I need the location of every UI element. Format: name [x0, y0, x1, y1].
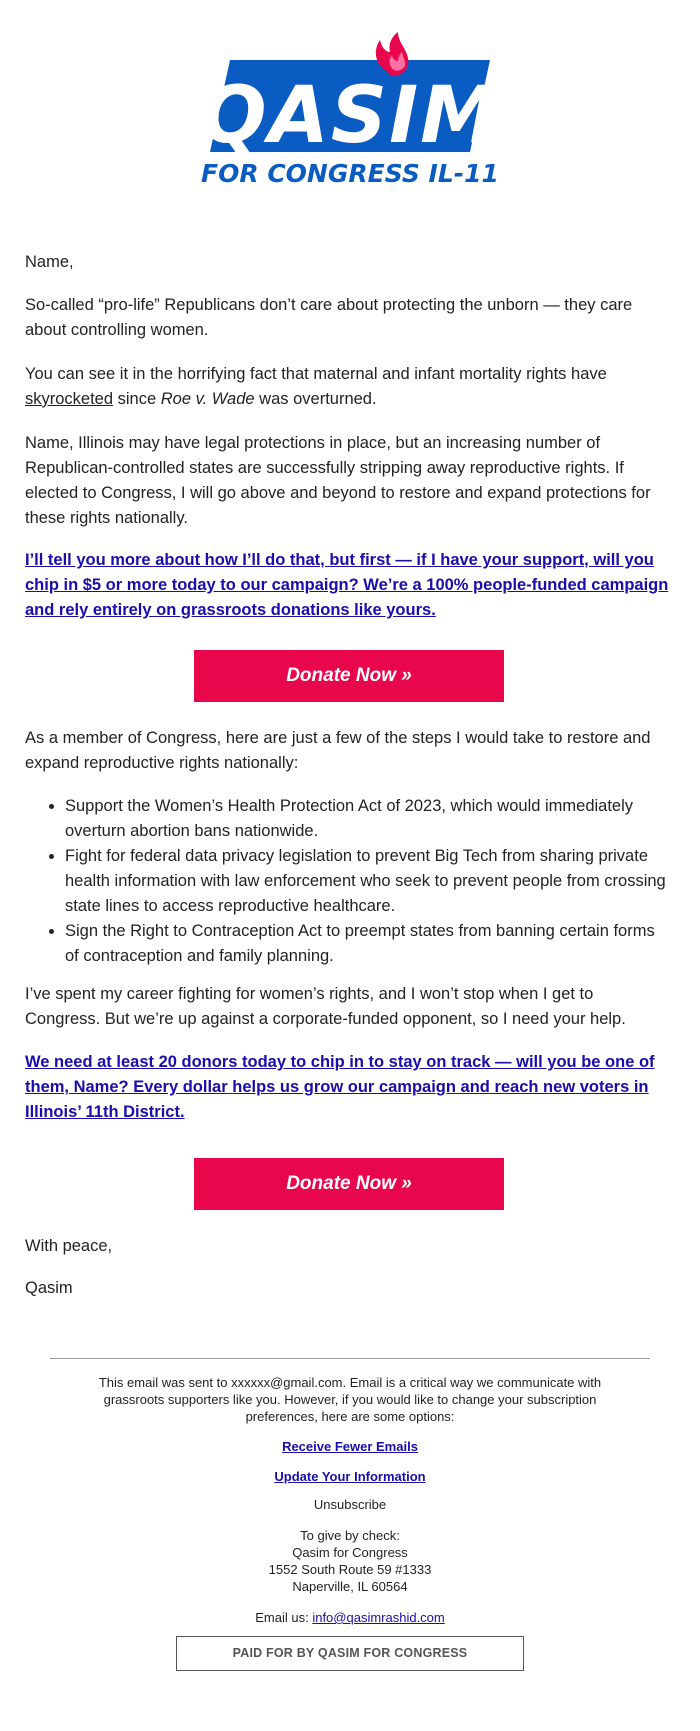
unsubscribe-link[interactable]: Unsubscribe — [313, 1497, 387, 1512]
cta-link-1[interactable]: I’ll tell you more about how I’ll do that, but first — if I have your support, will you chip in $5 or more today to our campaign? We’re a 100% people-funded campaign and rely entirely on grassroots donations like yours. — [25, 551, 669, 619]
donate-button-wrapper — [25, 1158, 673, 1210]
list-item: • Fight for federal data privacy legislation to prevent Big Tech from sharing private health information with law enforcement who seek to prevent people from crossing state lines to access reproductive healthcare. — [65, 844, 673, 919]
email-page — [0, 30, 700, 1731]
signoff: With peace, — [25, 1237, 113, 1255]
paragraph-text: You can see it in the horrifying fact that maternal and infant mortality rights have — [25, 365, 607, 383]
donate-button-wrapper — [25, 650, 673, 702]
paid-for-disclaimer: PAID FOR BY QASIM FOR CONGRESS — [176, 1636, 524, 1671]
footer-intro: This email was sent to xxxxxx@gmail.com. Email is a critical way we communicate with grassroots supporters like you. However, if you would like to change your subscription preferences, here are some options: — [98, 1375, 602, 1424]
campaign-logo — [200, 30, 500, 200]
skyrocketed-link[interactable]: skyrocketed — [25, 390, 114, 408]
paragraph-steps-intro: As a member of Congress, here are just a few of the steps I would take to restore and expand reproductive rights nationally: — [25, 729, 651, 772]
contact-email — [50, 1609, 650, 1626]
paragraph-mortality — [25, 362, 673, 412]
paragraph-pro-life: So-called “pro-life” Republicans don’t care about protecting the unborn — they care about controlling women. — [25, 296, 633, 339]
list-item: • Support the Women’s Health Protection Act of 2023, which would immediately overturn abortion bans nationwide. — [65, 794, 673, 844]
cta-link-2[interactable]: We need at least 20 donors today to chip in to stay on track — will you be one of them, Name? Every dollar helps us grow our campaign and reach new voters in Illinois’ 11th District. — [25, 1053, 655, 1121]
contact-email-link[interactable]: info@qasimrashid.com — [312, 1610, 445, 1625]
greeting: Name, — [25, 253, 74, 271]
roe-v-wade-italic: Roe v. Wade — [160, 390, 255, 408]
check-address — [50, 1527, 650, 1595]
email-label: Email us: — [255, 1610, 313, 1625]
paragraph-illinois: Name, Illinois may have legal protections in place, but an increasing number of Republican-controlled states are successfully stripping away reproductive rights. If elected to Congress, I will go above and beyond to restore and expand protections for these rights nationally. — [25, 434, 651, 527]
donate-now-button-2[interactable]: Donate Now » — [194, 1158, 504, 1210]
steps-list — [25, 794, 673, 969]
logo-tagline: FOR CONGRESS IL-11 — [201, 159, 499, 188]
paragraph-career: I’ve spent my career fighting for women’s rights, and I won’t stop when I get to Congress. But we’re up against a corporate-funded opponent, so I need your help. — [25, 985, 626, 1028]
logo-name: QASIM — [200, 71, 500, 161]
paragraph-text: since — [113, 390, 161, 408]
receive-fewer-emails-link[interactable]: Receive Fewer Emails — [282, 1439, 418, 1454]
check-city: Naperville, IL 60564 — [292, 1579, 408, 1594]
update-information-link[interactable]: Update Your Information — [274, 1469, 426, 1484]
email-footer — [50, 1358, 650, 1671]
cta-paragraph-1 — [25, 548, 673, 623]
check-label: To give by check: — [300, 1528, 400, 1543]
check-street: 1552 South Route 59 #1333 — [268, 1562, 432, 1577]
signature: Qasim — [25, 1279, 73, 1297]
list-item: • Sign the Right to Contraception Act to preempt states from banning certain forms of contraception and family planning. — [65, 919, 673, 969]
logo-graphic — [200, 30, 500, 200]
donate-now-button[interactable]: Donate Now » — [194, 650, 504, 702]
cta-paragraph-2 — [25, 1050, 673, 1125]
check-name: Qasim for Congress — [292, 1545, 408, 1560]
paragraph-text: was overturned. — [254, 390, 377, 408]
